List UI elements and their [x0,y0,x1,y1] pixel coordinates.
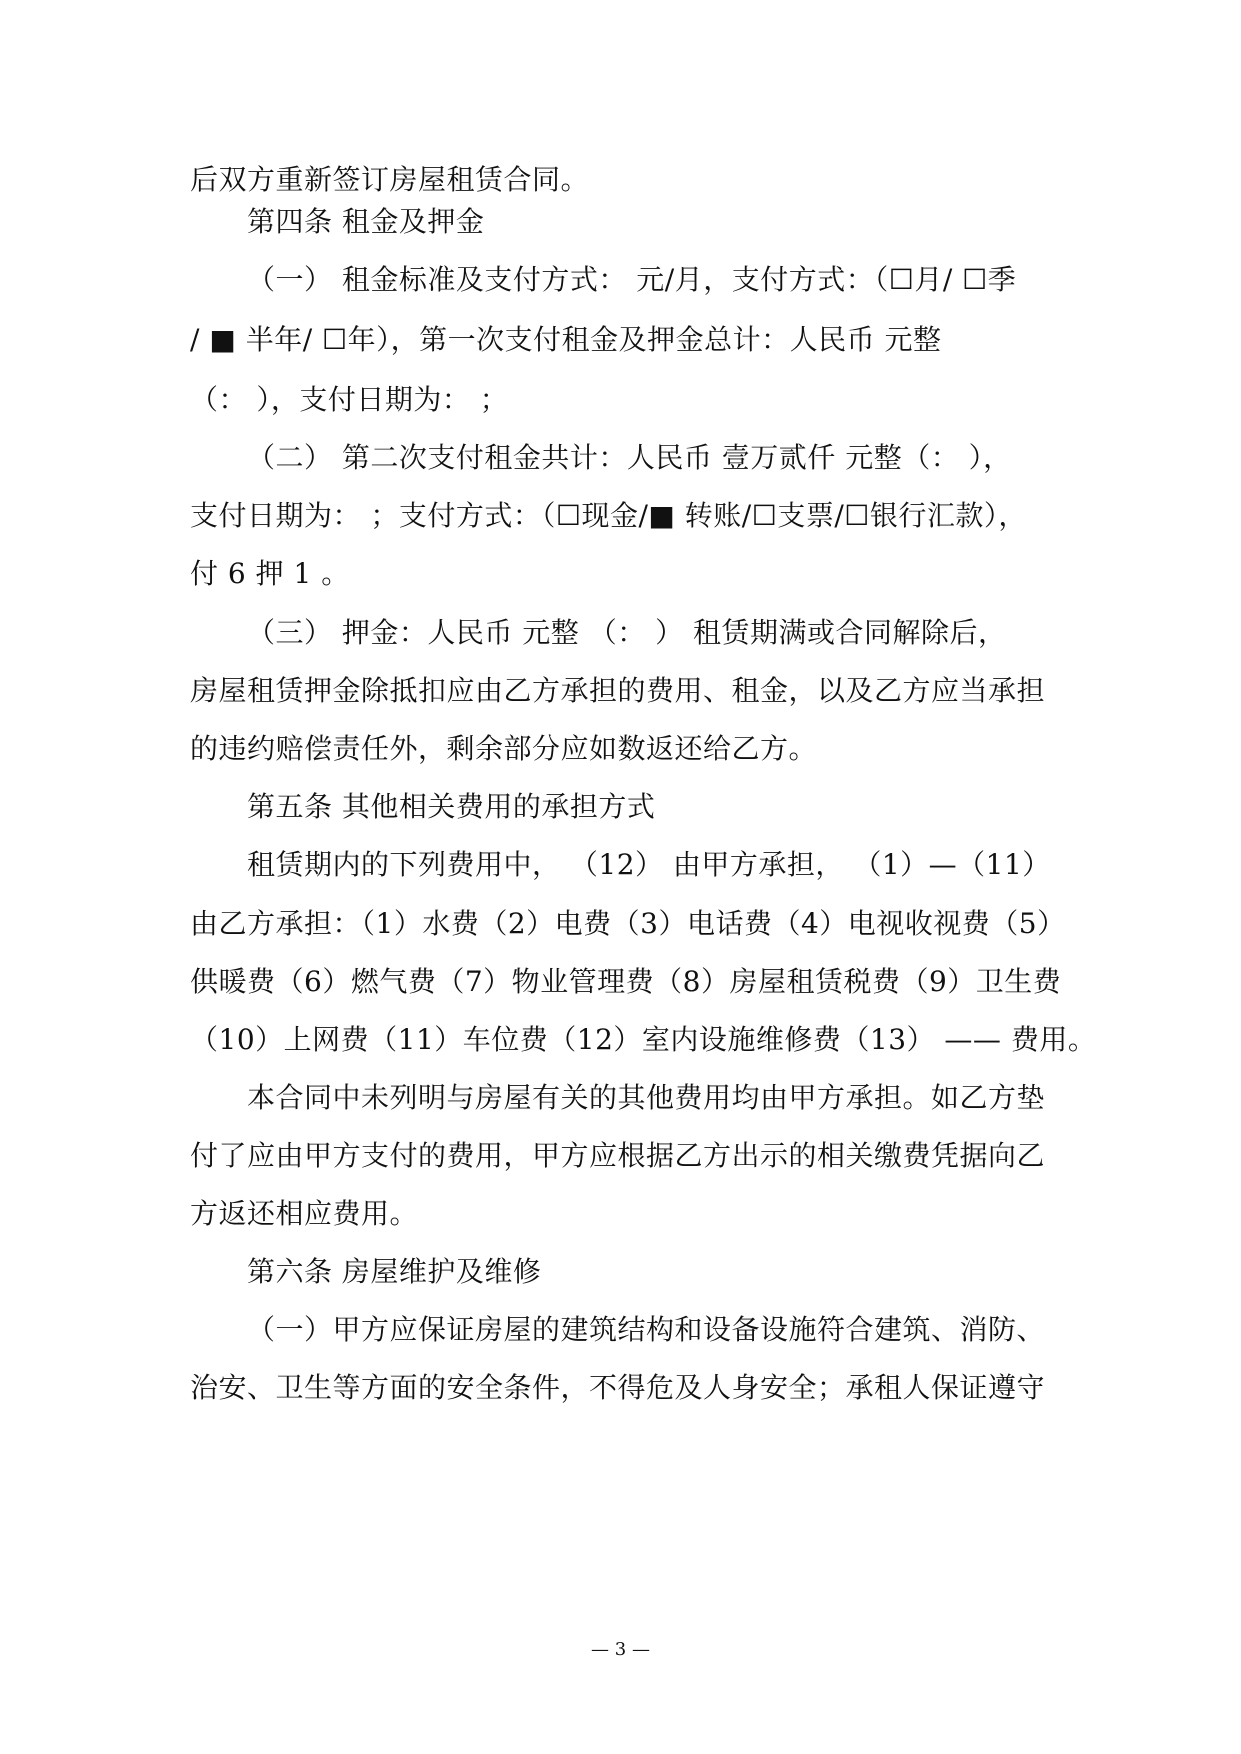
text-line: 租赁期内的下列费用中， （12） 由甲方承担， （1）—（11） [247,848,1051,881]
section-heading: 第五条 其他相关费用的承担方式 [247,790,656,823]
text-line: 本合同中未列明与房屋有关的其他费用均由甲方承担。如乙方垫 [247,1081,1046,1114]
text-line: 治安、卫生等方面的安全条件，不得危及人身安全；承租人保证遵守 [190,1371,1046,1404]
text-line: 方返还相应费用。 [190,1197,419,1230]
text-line: 由乙方承担：（1）水费（2）电费（3）电话费（4）电视收视费（5） [190,907,1066,940]
text-line: 付 6 押 1 。 [190,557,350,590]
text-line: （三） 押金：人民币 元整 （： ） 租赁期满或合同解除后， [247,616,1007,649]
text-line: （一）甲方应保证房屋的建筑结构和设备设施符合建筑、消防、 [247,1313,1046,1346]
text-line: 供暖费（6）燃气费（7）物业管理费（8）房屋租赁税费（9）卫生费 [190,965,1062,998]
text-line: 后双方重新签订房屋租赁合同。 [190,163,590,196]
page-number: — 3 — [591,1639,650,1660]
text-line: （一） 租金标准及支付方式： 元/月，支付方式：（☐月/ ☐季 [247,263,1017,296]
text-line: 支付日期为： ；支付方式：（☐现金/■ 转账/☐支票/☐银行汇款）， [190,499,1027,532]
text-line: 付了应由甲方支付的费用，甲方应根据乙方出示的相关缴费凭据向乙 [190,1139,1046,1172]
text-line: 房屋租赁押金除抵扣应由乙方承担的费用、租金，以及乙方应当承担 [190,674,1046,707]
section-heading: 第六条 房屋维护及维修 [247,1255,542,1288]
section-heading: 第四条 租金及押金 [247,205,485,238]
text-line: （二） 第二次支付租金共计：人民币 壹万贰仟 元整（： ）， [247,441,1012,474]
text-line: 的违约赔偿责任外，剩余部分应如数返还给乙方。 [190,732,818,765]
text-line: （10）上网费（11）车位费（12）室内设施维修费（13） —— 费用。 [190,1023,1097,1056]
text-line: （： ），支付日期为： ； [190,383,509,416]
text-line: / ■ 半年/ ☐年），第一次支付租金及押金总计：人民币 元整 [190,323,942,356]
